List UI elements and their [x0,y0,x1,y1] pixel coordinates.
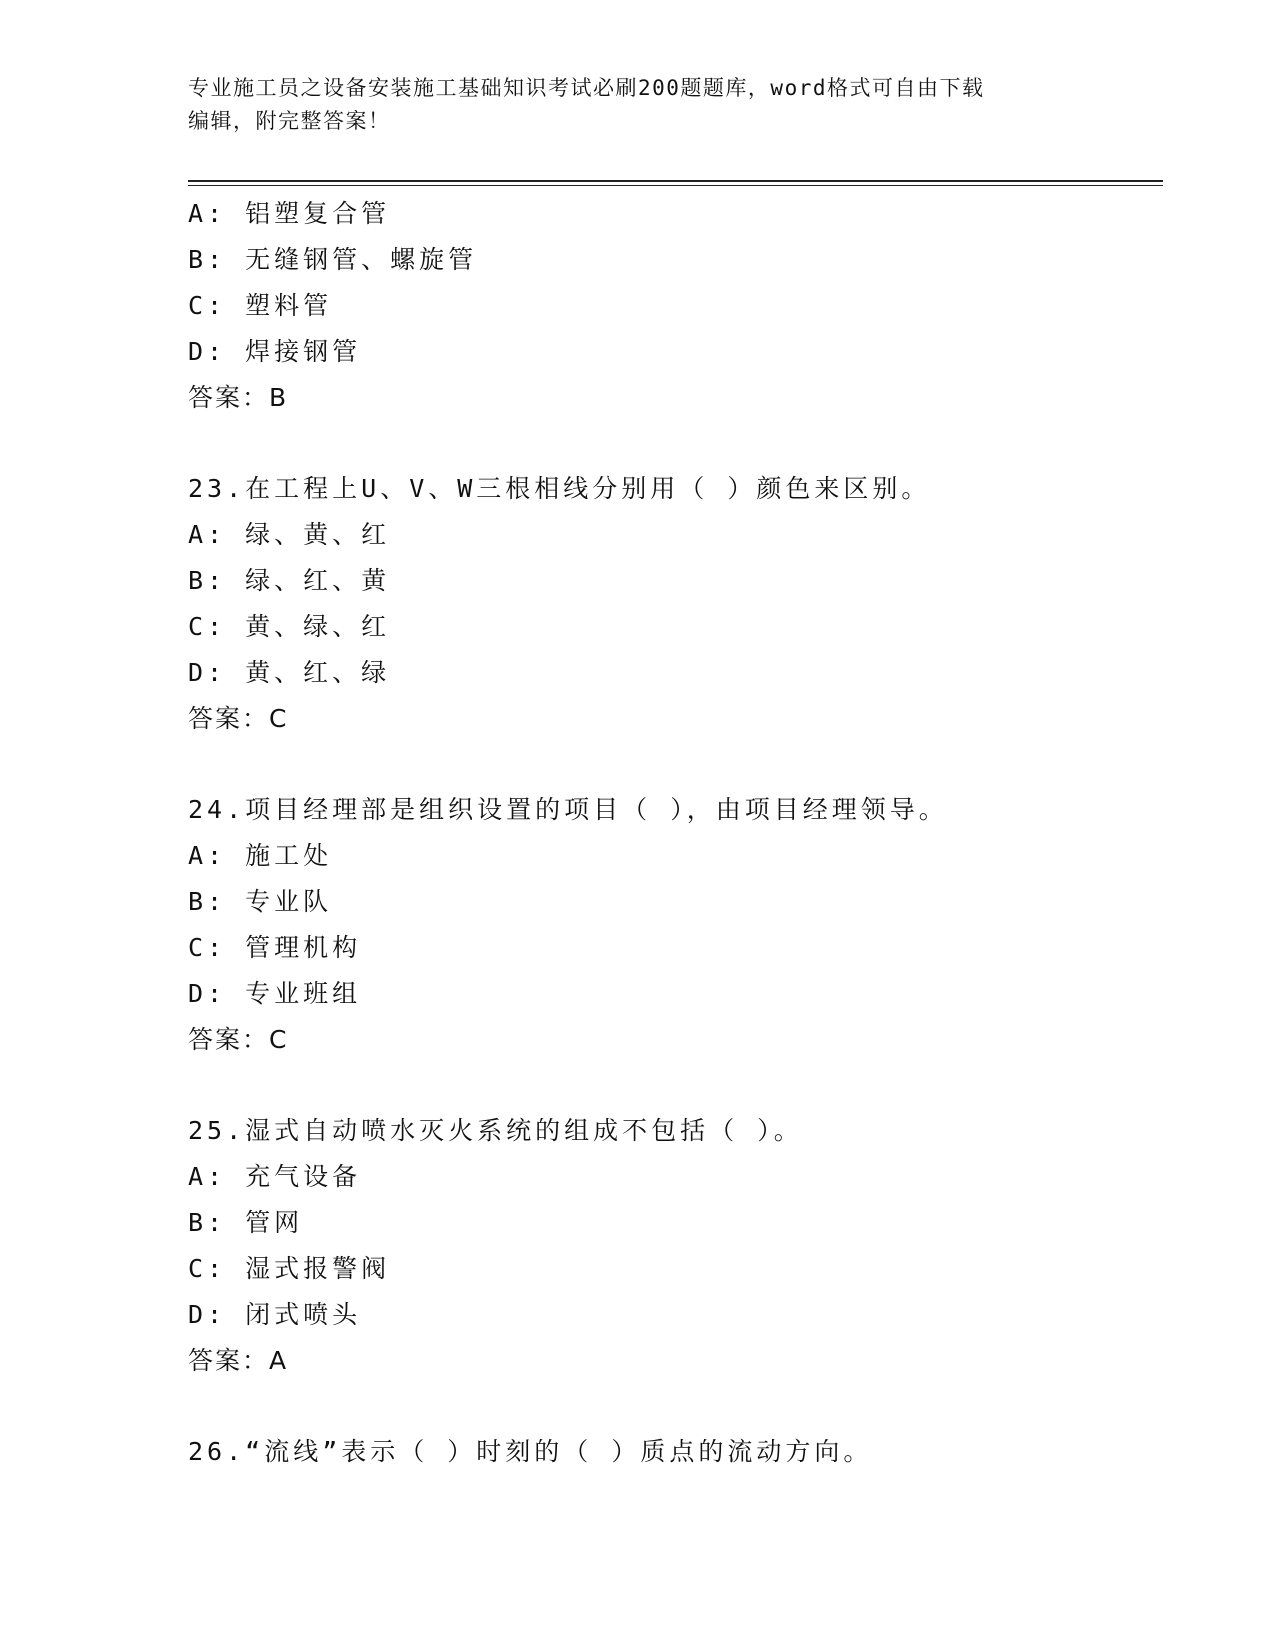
header-line-1: 专业施工员之设备安装施工基础知识考试必刷200题题库，word格式可自由下载 [188,76,985,100]
option-a: A: 铝塑复合管 [188,199,391,228]
question-stem: 26.“流线”表示（ ）时刻的（ ）质点的流动方向。 [188,1437,873,1466]
question-25 [188,1108,1168,1384]
spacer [188,421,1168,466]
spacer [188,1063,1168,1108]
option-a: A: 绿、黄、红 [188,520,391,549]
document-header [188,72,1088,138]
option-d: D: 专业班组 [188,979,362,1008]
answer-line: 答案：C [188,704,289,733]
answer-line: 答案：A [188,1346,289,1375]
option-b: B: 绿、红、黄 [188,566,391,595]
option-a: A: 充气设备 [188,1162,362,1191]
option-c: C: 管理机构 [188,933,362,962]
option-c: C: 黄、绿、红 [188,612,391,641]
option-d: D: 焊接钢管 [188,337,362,366]
option-d: D: 闭式喷头 [188,1300,362,1329]
question-stem: 25.湿式自动喷水灭火系统的组成不包括（ ）。 [188,1116,803,1145]
spacer [188,742,1168,787]
question-26 [188,1429,1168,1475]
spacer [188,1384,1168,1429]
question-22 [188,191,1168,421]
question-stem: 24.项目经理部是组织设置的项目（ ），由项目经理领导。 [188,795,948,824]
question-list [188,191,1168,1475]
option-b: B: 专业队 [188,887,333,916]
option-c: C: 湿式报警阀 [188,1254,391,1283]
question-23 [188,466,1168,742]
answer-line: 答案：B [188,383,289,412]
header-divider-thick [188,180,1163,182]
question-stem: 23.在工程上U、V、W三根相线分别用（ ）颜色来区别。 [188,474,931,503]
option-a: A: 施工处 [188,841,333,870]
option-b: B: 无缝钢管、螺旋管 [188,245,478,274]
option-b: B: 管网 [188,1208,304,1237]
answer-line: 答案：C [188,1025,289,1054]
option-c: C: 塑料管 [188,291,333,320]
header-line-2: 编辑，附完整答案！ [188,109,391,133]
option-d: D: 黄、红、绿 [188,658,391,687]
question-24 [188,787,1168,1063]
header-divider-thin [188,185,1163,186]
